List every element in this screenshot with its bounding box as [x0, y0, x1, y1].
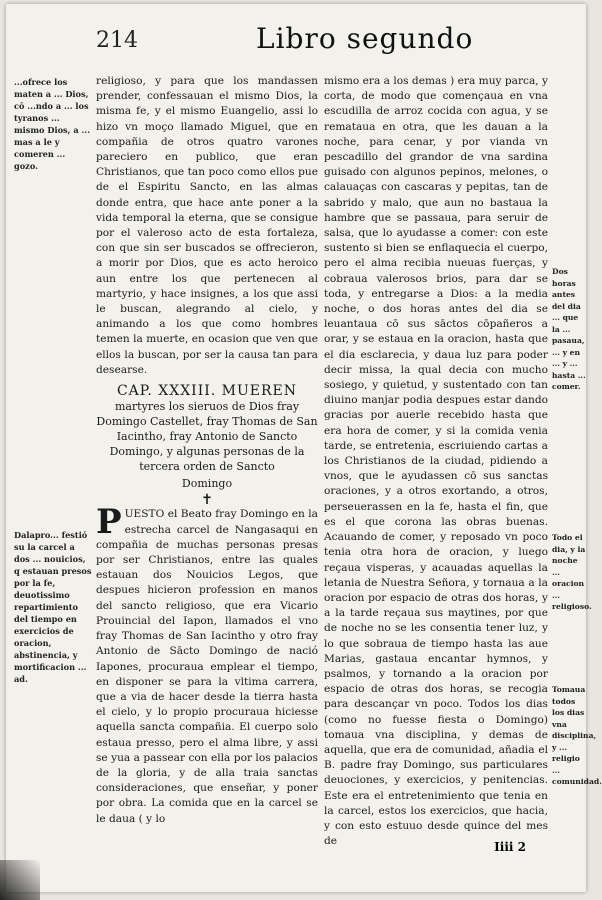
right-column	[324, 74, 548, 849]
col2-paragraph: mismo era a los demas ) era muy parca, y corta, de modo que començaua en vna escudilla de arroz cocida con agua, y se remataua en otra, que les dauan a la noche, para cenar, y por vianda vn pescadillo del grandor de vna sardina guisado con algunos pepinos, melones, o calauaças con cascaras y pepitas, tan de sabrido y malo, que aun no bastaua la hambre que se passaua, para seruir de salsa, que lo ayudasse a comer: con este sustento si bien se enflaquecia el cuerpo, pero el alma recibia nueuas fuerças, y cobraua valerosos brios, para dar se toda, y entregarse a Dios: a la media noche, o dos horas antes del dia se leuantaua cō sus sāctos cōpañeros a orar, y se estaua en la oracion, hasta que el dia esclarecia, y daua luz para poder decir missa, la qual decia con mucho sosiego, y quietud, y sustentado con tan diuino manjar podia despues estar dando gracias por auerle recebido hasta que era hora de comer, y si la comida venia tarde, se entretenia, escriuiendo cartas a los Christianos de la ciudad, pidiendo a vnos, que le ayudassen cō sus sanctas oraciones, y a otros exortando, a otros, perseuerassen en la fe, hasta el fin, que es el que corona las obras buenas. Acauando de comer, y reposado vn poco tenia otra hora de oracion, y luego reçaua visperas, y acauadas aquellas la letania de Nuestra Señora, y tornaua a la oracion por espacio de otras dos horas, y a la tarde reçaua sus maytines, por que de noche no se les consentia tener luz, y lo que sobraua de tiempo hasta las aue Marias, gastaua encantar hymnos, y psalmos, y tornando a la oracion por espacio de otras dos horas, se recogia para descançar vn poco. Todos los dias (como no fuesse fiesta o Domingo) tomaua vna disciplina, y demas de aquella, que era de comunidad, añadia el B. padre fray Domingo, sus particulares deuociones, y exercicios, y penitencias. Este era el entretenimiento que tenia en la carcel, estos los exercicios, que hacia, y con esto estuuo desde quince del mes de	[324, 75, 549, 848]
chapter-subtitle-end: Domingo	[181, 477, 233, 491]
col1-paragraph: religioso, y para que los mandassen prender, confessauan el mismo Dios, la misma fe, y el mismo Euangelio, assi lo hizo vn moço llamado Miguel, que en compañia de otros quatro varones pareciero en publico, que eran Christianos, que tan poco como ellos pue de el Espiritu Sancto, en las almas donde entra, que hace ante poner a la vida temporal la eterna, que se consigue por el valeroso acto de esta fortaleza, con que sin ser buscados se offrecieron, a morir por Dios, que es acto heroico aun entre los que pertenecen al martyrio, y hace insignes, a los que assi le buscan, alegrando al cielo, y animando a los que como hombres temen la muerte, en ocasion que ven que ellos la buscan, por ser la causa tan para desearse.	[96, 75, 318, 376]
cross-ornament: ✝	[201, 492, 213, 509]
left-column	[96, 74, 318, 827]
chapter-subtitle: martyres los sieruos de Dios fray Domingo Castellet, fray Thomas de San Iacintho, fray Antonio de Sancto Domingo, y algunas personas de la tercera orden de Sancto	[96, 400, 318, 474]
running-title: Libro segundo	[256, 22, 474, 55]
right-margin-note-3: Tomaua todos los dias vna disciplina, y ... religio ... comunidad.	[552, 685, 602, 786]
drop-cap: P	[96, 502, 122, 543]
book-page	[6, 4, 602, 892]
right-margin-note-1: Dos horas antes del dia ... que la ... pasaua, ... y en ... y ... hasta ... comer.	[552, 267, 586, 391]
page-number: 214	[96, 28, 138, 53]
chapter-body: UESTO el Beato fray Domingo en la estrecha carcel de Nangasaqui en compañia de muchas personas presas por ser Christianos, entre las quales estauan dos Nouicios Legos, que despues hicieron profession en manos del sancto religioso, que era Vicario Prouincial del Iapon, llamados el vno fray Thomas de San Iacintho y otro fray Antonio de Sācto Domingo de nació Iapones, procuraua emplear el tiempo, en disponer se para la vltima carrera, que a via de hacer desde la tierra hasta el cielo, y lo propio procuraua hiciesse aquella sancta compañia. El cuerpo solo estaua presso, pero el alma libre, y assi se yua a passear con ella por los palacios de la gloria, y de alla traia sanctas consideraciones, que enseñar, y poner por obra. La comida que en la carcel se le daua ( y lo	[96, 508, 318, 825]
signature-mark: Iiii 2	[494, 840, 526, 854]
left-margin-note-1: ...ofrece los maten a ... Dios, cō ...ndo a ... los tyranos ... mismo Dios, a ... mas a le y comeren ... gozo.	[14, 77, 91, 171]
running-header	[96, 22, 566, 62]
right-margin-note-2: Todo el dia, y la noche ... oracion ... religioso.	[552, 533, 592, 611]
corner-shadow	[0, 860, 40, 900]
chapter-heading: CAP. XXXIII. MUEREN	[116, 383, 298, 400]
left-margin-note-2: Dalapro... festió su la carcel a dos ... nouicios, q estauan presos por la fe, deuotissimo repartimiento del tiempo en exercicios de oracion, abstinencia, y mortificacion ... ad.	[14, 530, 92, 684]
